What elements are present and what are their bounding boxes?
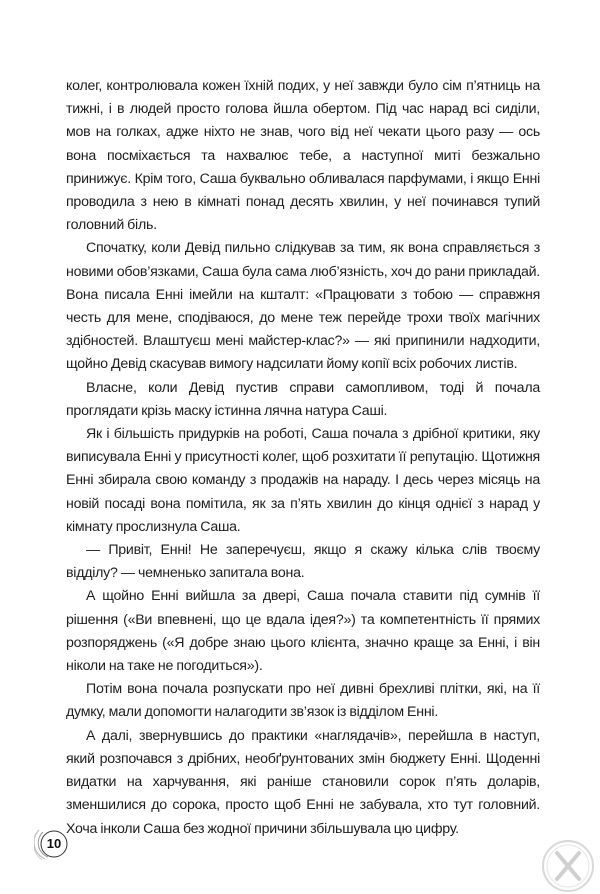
publisher-watermark-icon xyxy=(540,838,596,894)
paragraph-4: Як і більшість придурків на роботі, Саша почала з дрібної критики, яку виписувала Енні у присутності колег, щоб розхитати її репутацію. Щотижня Енні збирала свою команду з продажів на нараду. І десь через місяць на новій посаді вона помітила, як за п’ять хвилин до кінця однієї з нарад у кімнату прослизнула Саша. xyxy=(66,426,540,535)
body-text xyxy=(66,75,540,841)
paragraph-1: колег, контролювала кожен їхній подих, у неї завжди було сім п’ятниць на тижні, і в людей просто голова йшла обертом. Під час нарад всі сиділи, мов на голках, адже ніхто не знав, чого від неї чекати цього разу — ось вона посміхається та нахвалює тебе, а наступної миті безжально принижує. Крім того, Саша буквально обливалася парфумами, і якщо Енні проводила з нею в кімнаті понад десять хвилин, у неї починався тупий головний біль. xyxy=(66,78,540,234)
page-number: 10 xyxy=(42,832,66,856)
paragraph-2: Спочатку, коли Девід пильно слідкував за тим, як вона справляється з новими обов’язками, Саша була сама люб’язність, хоч до рани прикладай. Вона писала Енні імейли на кшталт: «Працювати з тобою — справжня честь для мене, сподіваюся, до мене теж перейде трохи твоїх магічних здібностей. Влаштуєш мені майстер-клас?» — які припинили надходити, щойно Девід скасував вимогу надсилати йому копії всіх робочих листів. xyxy=(66,240,540,373)
paragraph-5: — Привіт, Енні! Не заперечуєш, якщо я скажу кілька слів твоєму відділу? — чемненько запитала вона. xyxy=(66,542,540,582)
page-number-badge xyxy=(34,824,74,862)
paragraph-3: Власне, коли Девід пустив справи самопливом, тоді й почала проглядати крізь маску істинна лячна натура Саші. xyxy=(66,379,540,419)
paragraph-8: А далі, звернувшись до практики «наглядачів», перейшла в наступ, який розпочався з дрібних, необґрунтованих змін бюджету Енні. Щоденні видатки на харчування, які раніше становили сорок п’ять доларів, зменшилися до сорока, просто щоб Енні не забувала, хто тут головний. Хоча інколи Саша без жодної причини збільшувала цю цифру. xyxy=(66,727,540,837)
paragraph-6: А щойно Енні вийшла за двері, Саша почала ставити під сумнів її рішення («Ви впевнені, що це вдала ідея?») та компетентність її прямих розпоряджень («Я добре знаю цього клієнта, значно краще за Енні, і він ніколи на таке не погодиться»). xyxy=(66,588,540,675)
paragraph-7: Потім вона почала розпускати про неї дивні брехливі плітки, які, на її думку, мали допомогти налагодити зв’язок із відділом Енні. xyxy=(66,681,540,721)
